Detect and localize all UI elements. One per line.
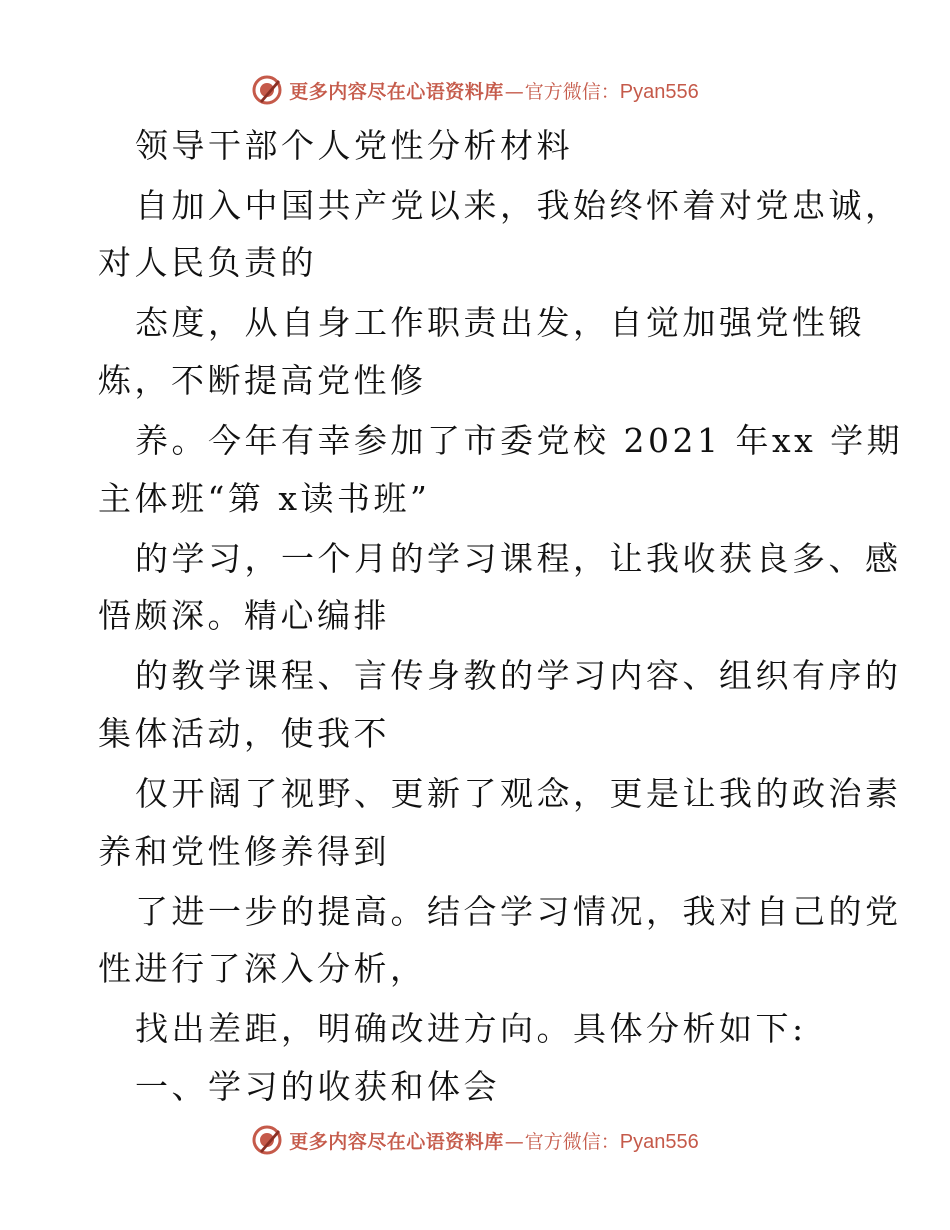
watermark-site-text: 更多内容尽在心语资料库	[289, 80, 504, 103]
watermark-wechat-id: Pyan556	[619, 80, 699, 103]
paragraph-line: 自加入中国共产党以来，我始终怀着对党忠诚，	[135, 186, 902, 225]
seal-pen-icon	[251, 1124, 283, 1156]
paragraph-line: 悟颇深。精心编排	[98, 596, 390, 635]
watermark-site-text: 更多内容尽在心语资料库	[289, 1130, 504, 1153]
watermark-dash: —	[504, 1130, 524, 1153]
paragraph-line: 仅开阔了视野、更新了观念，更是让我的政治素	[135, 774, 902, 813]
watermark-wechat-id: Pyan556	[619, 1130, 699, 1153]
paragraph-line: 性进行了深入分析，	[98, 949, 427, 988]
watermark-dash: —	[504, 80, 524, 103]
paragraph-line: 的教学课程、言传身教的学习内容、组织有序的	[135, 656, 902, 695]
paragraph-line: 对人民负责的	[98, 243, 317, 282]
document-title: 领导干部个人党性分析材料	[135, 126, 573, 165]
watermark-wechat-label: 官方微信：	[524, 1130, 620, 1153]
footer-watermark	[0, 1120, 950, 1160]
paragraph-line: 炼，不断提高党性修	[98, 361, 427, 400]
seal-pen-icon	[251, 74, 283, 106]
header-watermark	[0, 70, 950, 110]
paragraph-line: 的学习，一个月的学习课程，让我收获良多、感	[135, 539, 902, 578]
paragraph-line: 养和党性修养得到	[98, 832, 390, 871]
paragraph-line: 找出差距，明确改进方向。具体分析如下:	[135, 1009, 807, 1048]
paragraph-line: 主体班“第 x读书班”	[98, 479, 431, 518]
section-heading: 一、学习的收获和体会	[135, 1067, 500, 1106]
paragraph-line: 集体活动，使我不	[98, 714, 390, 753]
watermark-wechat-label: 官方微信：	[524, 80, 620, 103]
paragraph-line: 养。今年有幸参加了市委党校 2021 年xx 学期	[135, 421, 904, 460]
paragraph-line: 了进一步的提高。结合学习情况，我对自己的党	[135, 892, 902, 931]
paragraph-line: 态度，从自身工作职责出发，自觉加强党性锻	[135, 303, 865, 342]
